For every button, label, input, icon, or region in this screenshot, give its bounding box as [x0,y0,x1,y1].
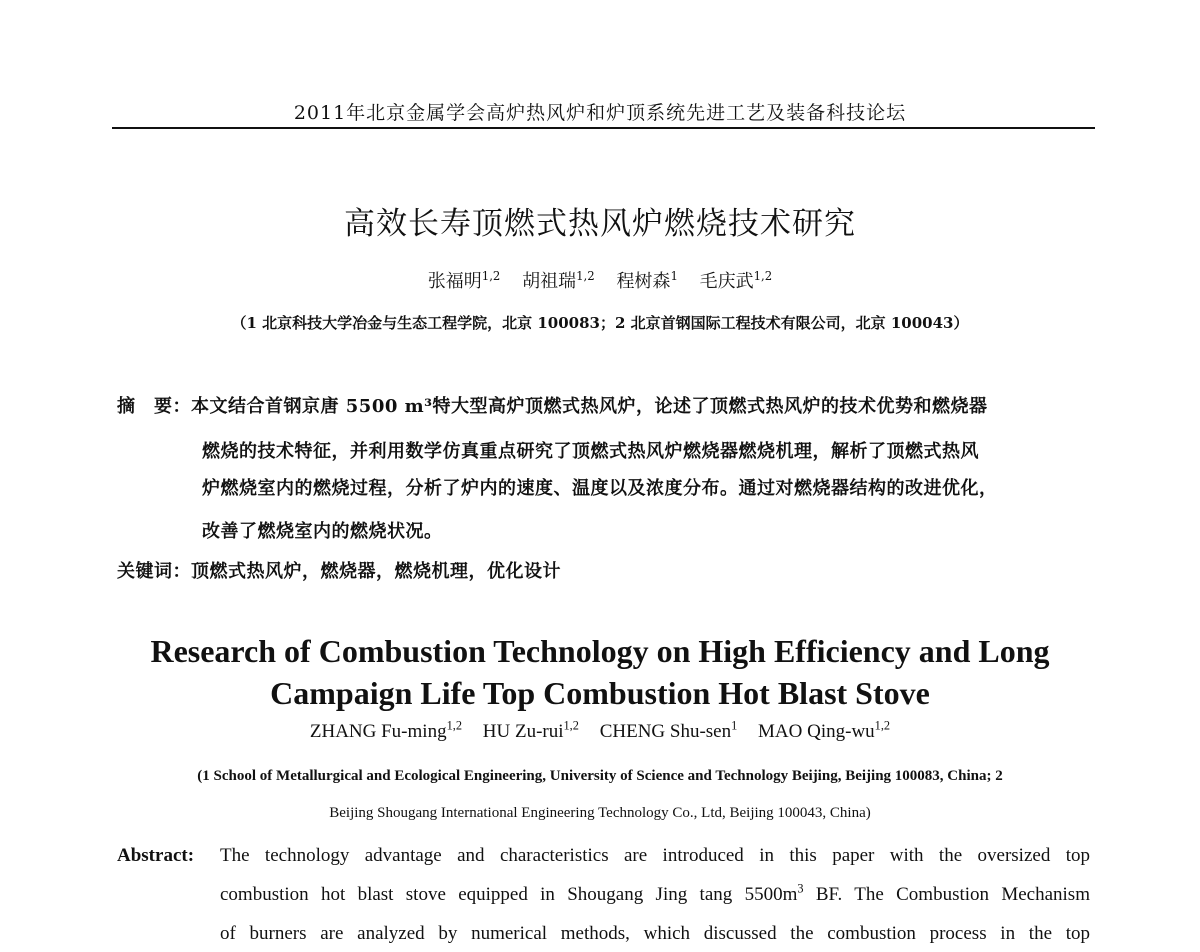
chinese-abstract-line: 燃烧的技术特征，并利用数学仿真重点研究了顶燃式热风炉燃烧器燃烧机理，解析了顶燃式热风 [202,441,979,462]
english-abstract-line: of burners are analyzed by numerical methods, which discussed the combustion process in the top [220,923,1090,944]
author-en: ZHANG Fu-ming$^{1,2}$ [309,718,463,742]
author-cn: 胡祖瑞$^{1,2}$ [522,269,595,292]
english-authors [0,718,1200,743]
chinese-affiliation: （1 北京科技大学冶金与生态工程学院，北京 100083；2 北京首钢国际工程技术有限公司，北京 100043） [231,314,969,332]
author-en: CHENG Shu-sen$^1$ [599,718,738,742]
author-en: MAO Qing-wu$^{1,2}$ [758,718,891,742]
chinese-abstract-label: 摘 要： [117,396,191,417]
chinese-abstract-line: 摘 要：本文结合首钢京唐 5500 m³特大型高炉顶燃式热风炉，论述了顶燃式热风炉的技术优势和燃烧器 [117,396,988,417]
running-header: 2011年北京金属学会高炉热风炉和炉顶系统先进工艺及装备科技论坛 [293,102,907,124]
english-abstract-line: combustion hot blast stove equipped in Shougang Jing tang $5500m^3$ BF. The Combustion Mechanism [220,881,1090,905]
english-abstract-line: The technology advantage and characteristics are introduced in this paper with the oversized top [220,845,1090,866]
chinese-authors [0,267,1200,293]
keywords-label: 关键词： [117,561,191,582]
author-cn: 毛庆武$^{1,2}$ [699,269,773,292]
header-rule [112,127,1095,129]
chinese-abstract-line: 炉燃烧室内的燃烧过程，分析了炉内的速度、温度以及浓度分布。通过对燃烧器结构的改进优化， [202,478,998,499]
english-title-line-2: Campaign Life Top Combustion Hot Blast Stove [270,675,930,711]
english-affiliation-line-1: (1 School of Metallurgical and Ecological Engineering, University of Science and Technology Beijing, Beijing 100083, China; 2 [197,768,1003,784]
chinese-abstract-line: 改善了燃烧室内的燃烧状况。 [202,521,443,542]
chinese-keywords: 关键词：顶燃式热风炉，燃烧器，燃烧机理，优化设计 [117,561,561,582]
english-title-line-1: Research of Combustion Technology on High Efficiency and Long [150,633,1050,669]
author-cn: 张福明$^{1,2}$ [427,269,501,292]
chinese-title: 高效长寿顶燃式热风炉燃烧技术研究 [344,206,856,242]
author-en: HU Zu-rui$^{1,2}$ [482,718,579,742]
author-cn: 程树森$^1$ [616,269,678,292]
english-affiliation-line-2: Beijing Shougang International Engineering Technology Co., Ltd, Beijing 100043, China) [329,805,871,821]
english-abstract-label: Abstract: [117,845,195,866]
